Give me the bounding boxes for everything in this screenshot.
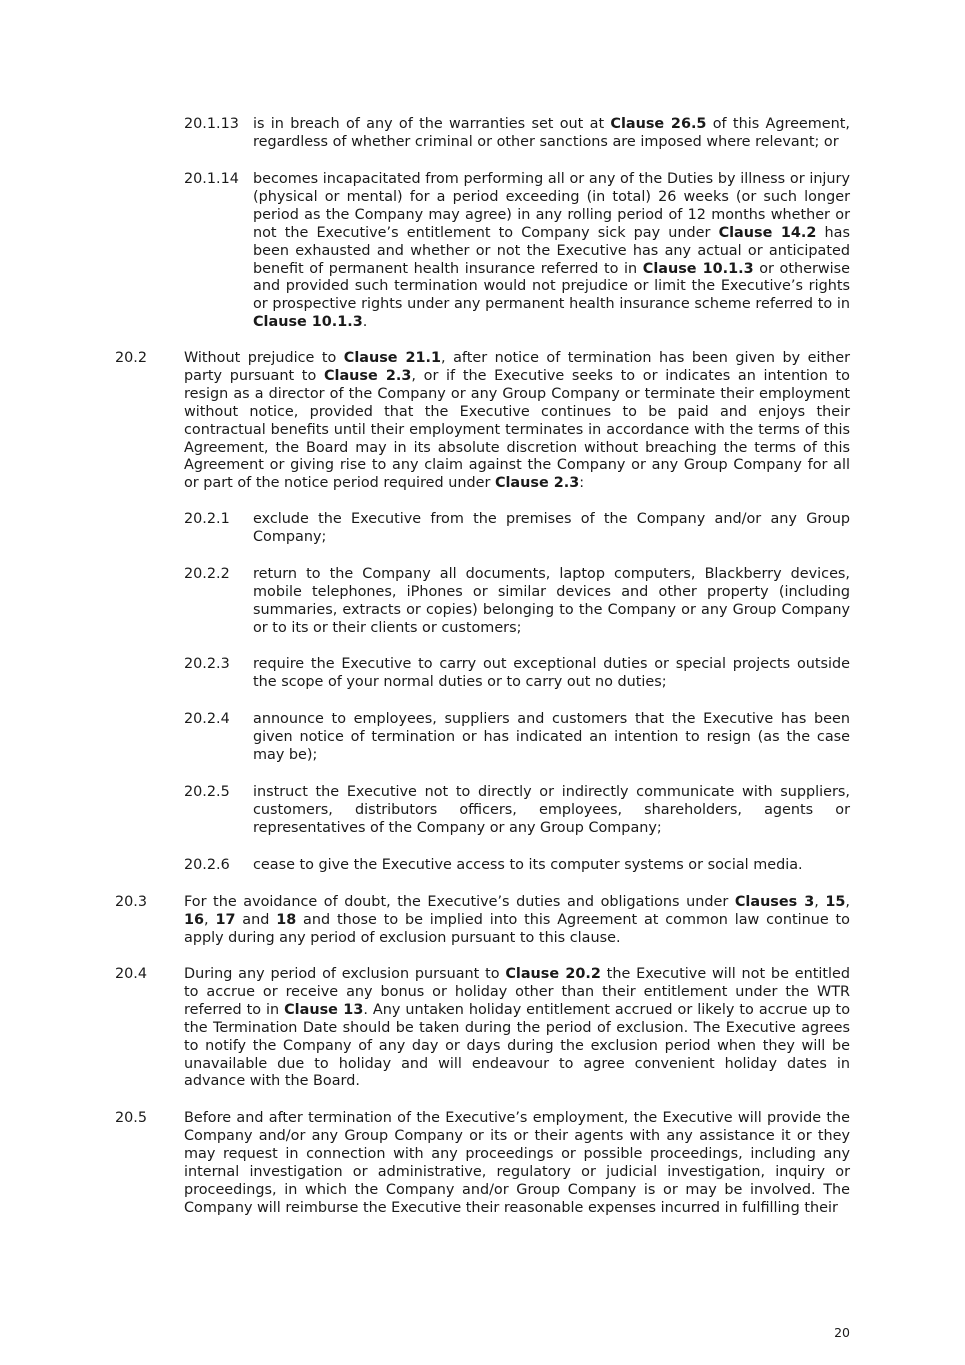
clause-number: 20.2.6 xyxy=(184,857,230,873)
clause-text-segment: During any period of exclusion pursuant to xyxy=(184,966,506,982)
clause-number: 20.2 xyxy=(115,350,148,366)
clause-text-segment: and xyxy=(235,911,277,928)
clause-text-segment: , xyxy=(204,911,216,928)
clause-text-segment: require the Executive to carry out exceptional duties or special projects outside the scope of your normal duties or to carry out no duties; xyxy=(253,656,850,690)
clause-number: 20.2.5 xyxy=(184,784,230,800)
clause-number: 20.4 xyxy=(115,966,148,982)
clause-text xyxy=(253,171,850,332)
clause-text-segment: , or if the Executive seeks to or indicates an intention to resign as a director of the Company or any Group Company or terminate their employment without notice, provided that the Executive continues to be paid and enjoys their contractual benefits until their employment terminates in accordance with the terms of this Agreement, the Board may in its absolute discretion without breaching the terms of this Agreement or giving rise to any claim against the Company or any Group Company for all or part of the notice period required under xyxy=(184,367,850,492)
clause-reference: Clause 10.1.3 xyxy=(253,314,363,331)
clause-text xyxy=(184,1110,850,1217)
clause-reference: Clause 20.2 xyxy=(505,966,601,982)
clause-text xyxy=(253,566,850,638)
clause-text-segment: . Any untaken holiday entitlement accrued or likely to accrue up to the Termination Date should be taken during the period of exclusion. The Executive agrees to notify the Company of any day or days during the exclusion period when they will be unavailable due to holiday and will endeavour to agree convenient holiday dates in advance with the Board. xyxy=(184,1001,851,1090)
clause-text-segment: Without prejudice to xyxy=(184,350,344,366)
clause-text xyxy=(184,966,850,1091)
clause-reference: Clause 2.3 xyxy=(494,475,580,492)
clause-number: 20.2.3 xyxy=(184,656,230,672)
clause-text-segment: or otherwise and provided such termination would not prejudice or limit the Executive’s rights or prospective rights under any permanent health insurance scheme referred to in xyxy=(253,260,850,313)
clause-text-segment: : xyxy=(579,475,585,492)
clause-number: 20.2.1 xyxy=(184,511,230,527)
clause-reference: 17 xyxy=(215,911,236,928)
clause-number: 20.2.2 xyxy=(184,566,230,582)
clause-text-segment: the Executive will not be entitled to accrue or receive any bonus or holiday other than their entitlement under the WTR referred to in xyxy=(184,966,850,1018)
clause-text-segment: and those to be implied into this Agreement at common law continue to apply during any period of exclusion pursuant to this clause. xyxy=(184,911,850,946)
clause-text-segment: Before and after termination of the Executive’s employment, the Executive will provide the Company and/or any Group Company or its or their agents with any assistance it or they may request in connection with any proceedings or possible proceedings, including any internal investigation or administrative, regulatory or judicial investigation, inquiry or proceedings, in which the Company and/or Group Company is or may be involved. The Company will reimburse the Executive their reasonable expenses incurred in fulfilling their xyxy=(184,1110,850,1216)
clause-number: 20.1.14 xyxy=(184,171,239,187)
clause-text-segment: instruct the Executive not to directly or indirectly communicate with suppliers, customers, distributors officers, employees, shareholders, agents or representatives of the Company or any Group Company; xyxy=(253,784,850,836)
clause-number: 20.5 xyxy=(115,1110,148,1126)
page-number: 20 xyxy=(834,1325,850,1340)
clause-text-segment: . xyxy=(362,314,368,331)
clause-number: 20.2.4 xyxy=(184,711,230,727)
clause-text xyxy=(253,711,850,765)
clause-text-segment: announce to employees, suppliers and customers that the Executive has been given notice of termination or has indicated an intention to resign (as the case may be); xyxy=(253,711,850,763)
clause-text xyxy=(184,350,850,493)
clause-reference: Clause 14.2 xyxy=(718,224,817,241)
clause-number: 20.1.13 xyxy=(184,116,239,132)
clause-reference: 18 xyxy=(276,911,297,928)
clause-reference: Clause 13 xyxy=(284,1001,364,1018)
clause-reference: Clauses 3 xyxy=(734,894,815,910)
clause-text-segment: , xyxy=(845,894,850,910)
clause-reference: Clause 2.3 xyxy=(323,367,412,384)
clause-text-segment: becomes incapacitated from performing all or any of the Duties by illness or injury (physical or mental) for a period exceeding (in total) 26 weeks (or such longer period as the Company may agree) in any rolling period of 12 months whether or not the Executive’s entitlement to Company sick pay under xyxy=(253,171,850,241)
clause-reference: 16 xyxy=(184,911,205,928)
clause-text xyxy=(253,116,850,152)
clause-number: 20.3 xyxy=(115,894,148,910)
clause-text xyxy=(253,784,850,838)
clause-text-segment: return to the Company all documents, laptop computers, Blackberry devices, mobile telephones, iPhones or similar devices and other property (including summaries, extracts or copies) belonging to the Company or any Group Company or to its or their clients or customers; xyxy=(253,566,850,636)
clause-text-segment: , xyxy=(814,894,826,910)
clause-reference: Clause 21.1 xyxy=(343,350,441,366)
clause-text-segment: , after notice of termination has been given by either party pursuant to xyxy=(184,350,850,384)
clause-text-segment: has been exhausted and whether or not the Executive has any actual or anticipated benefit of permanent health insurance referred to in xyxy=(253,224,850,277)
clause-reference: 15 xyxy=(825,894,846,910)
clause-text xyxy=(253,857,850,875)
clause-text xyxy=(253,511,850,547)
clause-text-segment: is in breach of any of the warranties set out at xyxy=(253,116,611,132)
clause-text xyxy=(253,656,850,692)
clause-text-segment: of this Agreement, regardless of whether criminal or other sanctions are imposed where relevant; or xyxy=(253,116,850,150)
clause-reference: Clause 26.5 xyxy=(610,116,707,132)
clause-text-segment: For the avoidance of doubt, the Executive’s duties and obligations under xyxy=(184,894,735,910)
clause-text-segment: cease to give the Executive access to its computer systems or social media. xyxy=(253,857,803,873)
clause-reference: Clause 10.1.3 xyxy=(642,260,754,277)
clause-text-segment: exclude the Executive from the premises of the Company and/or any Group Company; xyxy=(253,511,850,545)
clause-text xyxy=(184,894,850,948)
